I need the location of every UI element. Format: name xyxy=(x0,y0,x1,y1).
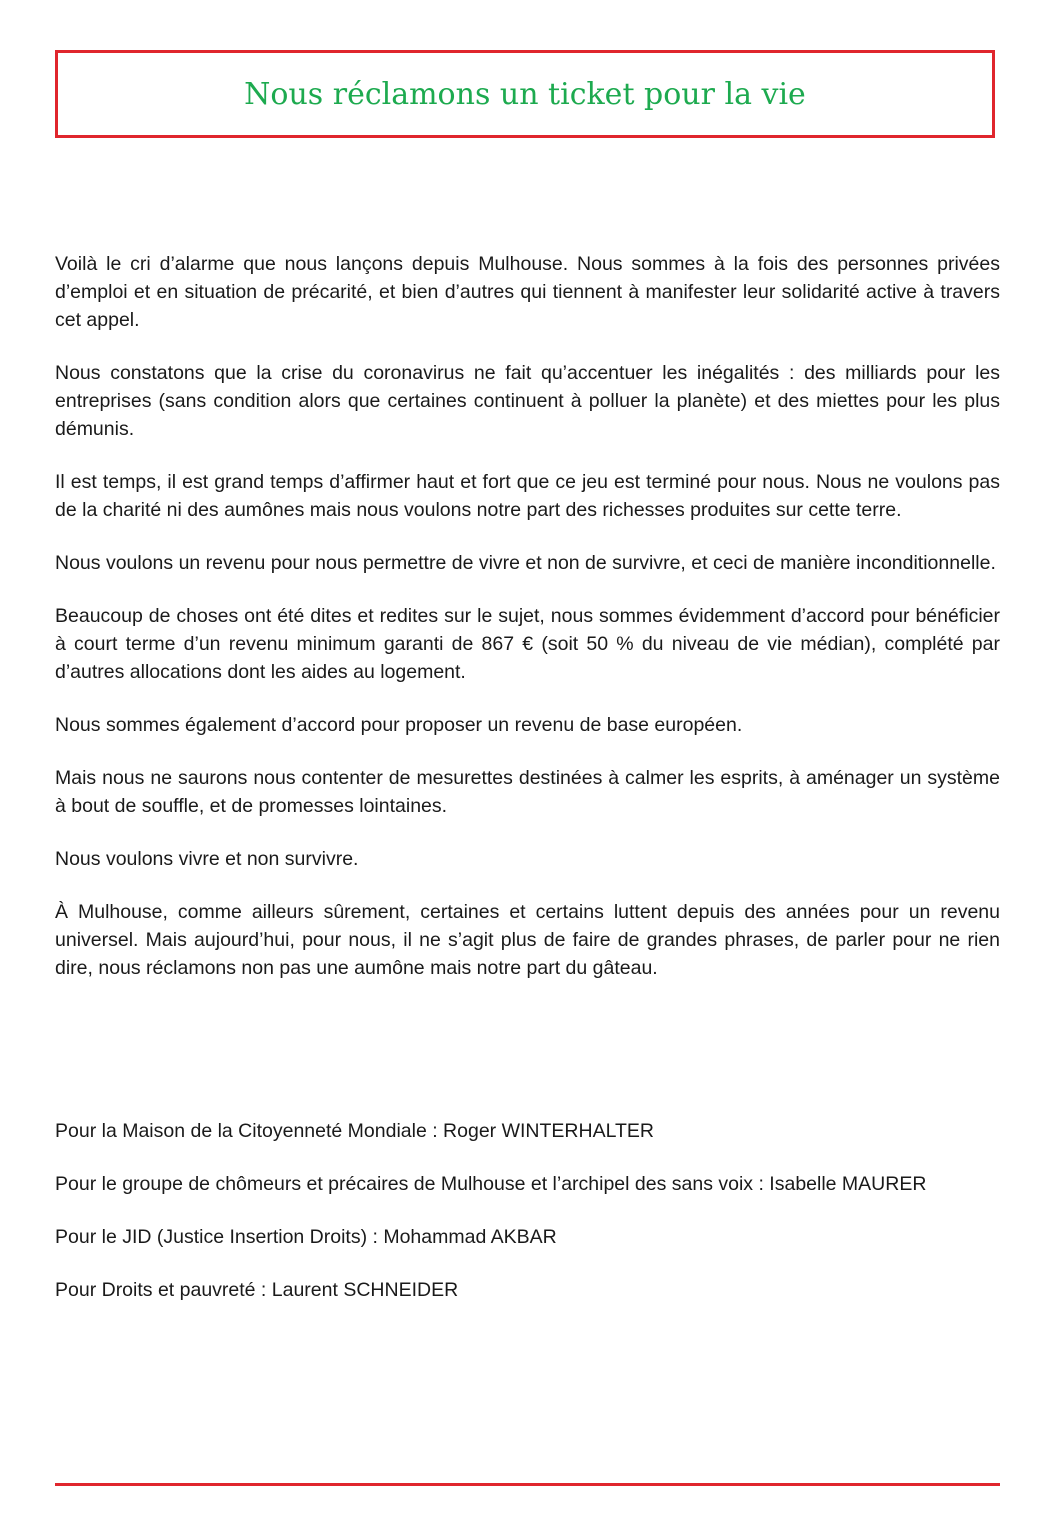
signature-line: Pour le groupe de chômeurs et précaires de Mulhouse et l’archipel des sans voix : Isabelle MAURER xyxy=(55,1173,927,1195)
paragraph: À Mulhouse, comme ailleurs sûrement, certaines et certains luttent depuis des années pour un revenu universel. Mais aujourd’hui, pour nous, il ne s’agit plus de faire de grandes phrases, de parler pour ne rien dire, nous réclamons non pas une aumône mais notre part du gâteau. xyxy=(55,901,1000,979)
paragraph: Nous sommes également d’accord pour proposer un revenu de base européen. xyxy=(55,714,743,736)
title-box xyxy=(55,50,995,138)
paragraph: Il est temps, il est grand temps d’affirmer haut et fort que ce jeu est terminé pour nous. Nous ne voulons pas de la charité ni des aumônes mais nous voulons notre part des richesses produites sur cette terre. xyxy=(55,471,1000,521)
signature-line: Pour la Maison de la Citoyenneté Mondiale : Roger WINTERHALTER xyxy=(55,1120,654,1142)
paragraph: Nous constatons que la crise du coronavirus ne fait qu’accentuer les inégalités : des milliards pour les entreprises (sans condition alors que certaines continuent à polluer la planète) et des miettes pour les plus démunis. xyxy=(55,362,1000,440)
paragraph: Nous voulons vivre et non survivre. xyxy=(55,848,359,870)
body-text xyxy=(55,250,1000,1007)
signature-line: Pour le JID (Justice Insertion Droits) : Mohammad AKBAR xyxy=(55,1226,557,1248)
paragraph: Nous voulons un revenu pour nous permettre de vivre et non de survivre, et ceci de manière inconditionnelle. xyxy=(55,552,996,574)
page-title: Nous réclamons un ticket pour la vie xyxy=(244,76,806,112)
paragraph: Voilà le cri d’alarme que nous lançons depuis Mulhouse. Nous sommes à la fois des personnes privées d’emploi et en situation de précarité, et bien d’autres qui tiennent à manifester leur solidarité active à travers cet appel. xyxy=(55,253,1000,331)
paragraph: Beaucoup de choses ont été dites et redites sur le sujet, nous sommes évidemment d’accord pour bénéficier à court terme d’un revenu minimum garanti de 867 € (soit 50 % du niveau de vie médian), complété par d’autres allocations dont les aides au logement. xyxy=(55,605,1000,683)
footer-divider xyxy=(55,1483,1000,1486)
signature-line: Pour Droits et pauvreté : Laurent SCHNEIDER xyxy=(55,1279,459,1301)
signatures xyxy=(55,1117,1000,1329)
paragraph: Mais nous ne saurons nous contenter de mesurettes destinées à calmer les esprits, à aménager un système à bout de souffle, et de promesses lointaines. xyxy=(55,767,1000,817)
